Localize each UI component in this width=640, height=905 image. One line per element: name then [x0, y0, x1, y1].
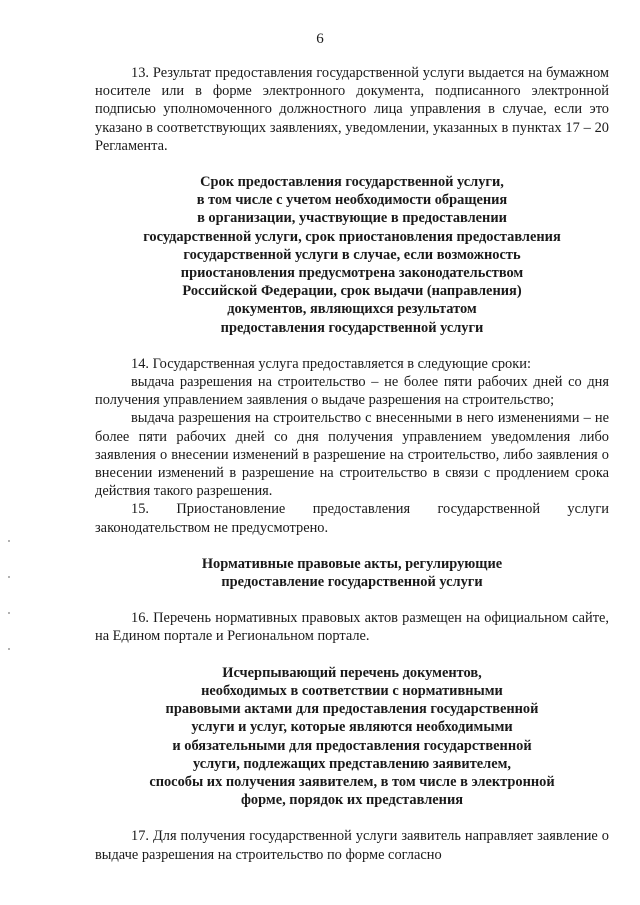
scan-margin-marks: [6, 540, 12, 680]
heading-line: услуги, подлежащих представлению заявителем,: [192, 755, 512, 772]
heading-line: Российской Федерации, срок выдачи (направления): [182, 283, 522, 300]
page-number: 6: [316, 31, 324, 47]
heading-service-terms: [95, 173, 609, 337]
heading-line: в организации, участвующие в предоставлении: [197, 210, 507, 227]
heading-line: предоставления государственной услуги: [220, 319, 484, 336]
heading-line: государственной услуги, срок приостановления предоставления: [143, 228, 561, 245]
heading-line: и обязательными для предоставления государственной: [172, 737, 532, 754]
heading-line: государственной услуги в случае, если возможность: [183, 246, 521, 263]
paragraph-14: 14. Государственная услуга предоставляется в следующие сроки:: [131, 355, 531, 372]
heading-legal-acts: [95, 555, 609, 591]
paragraph-17: 17. Для получения государственной услуги заявитель направляет заявление о выдаче разрешения на строительство по форме согласно: [95, 828, 609, 863]
heading-line: необходимых в соответствии с нормативными: [201, 682, 503, 699]
heading-required-documents: [95, 664, 609, 810]
paragraph-16: 16. Перечень нормативных правовых актов размещен на официальном сайте, на Едином портале и Региональном портале.: [95, 610, 609, 645]
heading-line: предоставление государственной услуги: [221, 574, 483, 591]
heading-line: Срок предоставления государственной услуги,: [200, 174, 504, 191]
heading-line: приостановления предусмотрена законодательством: [180, 265, 524, 282]
paragraph-14-item-a: выдача разрешения на строительство – не более пяти рабочих дней со дня получения управлением заявления о выдаче разрешения на строительство;: [95, 374, 609, 409]
document-body: [95, 64, 609, 864]
heading-line: способы их получения заявителем, в том числе в электронной: [149, 773, 555, 790]
paragraph-13: 13. Результат предоставления государственной услуги выдается на бумажном носителе или в форме электронного документа, подписанного электронной подписью уполномоченного должностного лица управления в случае, если это указано в соответствующих заявлениях, уведомлении, указанных в пунктах 17 – 20 Регламента.: [95, 65, 609, 154]
paragraph-14-item-b: выдача разрешения на строительство с внесенными в него изменениями – не более пяти рабочих дней со дня получения управлением уведомления либо заявления о внесении изменений в разрешение на строительство, либо заявления о внесении изменений в разрешение на строительство в связи с продлением срока действия такого разрешения.: [95, 410, 609, 500]
heading-line: услуги и услуг, которые являются необходимыми: [191, 719, 513, 736]
heading-line: Исчерпывающий перечень документов,: [222, 664, 482, 681]
heading-line: Нормативные правовые акты, регулирующие: [201, 555, 503, 572]
paragraph-15: 15. Приостановление предоставления государственной услуги законодательством не предусмотрено.: [95, 501, 609, 536]
heading-line: правовыми актами для предоставления государственной: [165, 701, 539, 718]
heading-line: форме, порядок их представления: [240, 792, 464, 809]
heading-line: документов, являющихся результатом: [227, 301, 477, 318]
heading-line: в том числе с учетом необходимости обращения: [196, 192, 508, 209]
